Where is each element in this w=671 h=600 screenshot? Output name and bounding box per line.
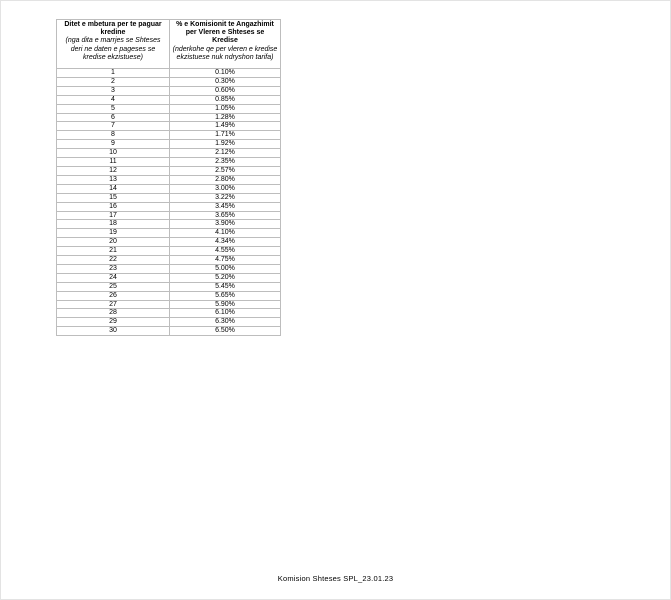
table-row	[57, 202, 281, 211]
page-footer: Komision Shteses SPL_23.01.23	[277, 574, 394, 583]
row-day-cell: 21	[57, 247, 170, 256]
table-row	[57, 158, 281, 167]
row-percent-cell: 5.90%	[170, 300, 281, 309]
table-row	[57, 291, 281, 300]
table-row	[57, 211, 281, 220]
row-day-cell: 22	[57, 256, 170, 265]
row-day-cell: 1	[57, 69, 170, 78]
table-body	[57, 69, 281, 336]
header-commission-percent	[170, 20, 281, 69]
table-row	[57, 113, 281, 122]
table-row	[57, 69, 281, 78]
table-row	[57, 318, 281, 327]
row-day-cell: 12	[57, 166, 170, 175]
table-row	[57, 77, 281, 86]
table-row	[57, 175, 281, 184]
row-percent-cell: 6.10%	[170, 309, 281, 318]
row-day-cell: 10	[57, 149, 170, 158]
table-row	[57, 166, 281, 175]
row-percent-cell: 4.75%	[170, 256, 281, 265]
row-day-cell: 11	[57, 158, 170, 167]
row-day-cell: 2	[57, 77, 170, 86]
row-day-cell: 9	[57, 140, 170, 149]
row-day-cell: 17	[57, 211, 170, 220]
row-day-cell: 14	[57, 184, 170, 193]
row-percent-cell: 1.92%	[170, 140, 281, 149]
row-day-cell: 16	[57, 202, 170, 211]
row-percent-cell: 5.20%	[170, 273, 281, 282]
table-row	[57, 327, 281, 336]
table-row	[57, 86, 281, 95]
row-percent-cell: 5.65%	[170, 291, 281, 300]
table-row	[57, 184, 281, 193]
table-row	[57, 229, 281, 238]
row-day-cell: 13	[57, 175, 170, 184]
table-row	[57, 140, 281, 149]
commission-table	[56, 19, 281, 336]
row-percent-cell: 3.65%	[170, 211, 281, 220]
header-days-title: Ditet e mbetura per te paguar kredine	[64, 21, 162, 37]
row-percent-cell: 1.05%	[170, 104, 281, 113]
table-row	[57, 104, 281, 113]
row-day-cell: 28	[57, 309, 170, 318]
row-percent-cell: 2.12%	[170, 149, 281, 158]
row-day-cell: 30	[57, 327, 170, 336]
row-percent-cell: 3.00%	[170, 184, 281, 193]
table-row	[57, 220, 281, 229]
table-row	[57, 273, 281, 282]
row-day-cell: 18	[57, 220, 170, 229]
table-row	[57, 300, 281, 309]
row-percent-cell: 4.10%	[170, 229, 281, 238]
table-row	[57, 282, 281, 291]
row-day-cell: 26	[57, 291, 170, 300]
row-percent-cell: 2.80%	[170, 175, 281, 184]
table-row	[57, 95, 281, 104]
row-day-cell: 29	[57, 318, 170, 327]
header-pct-title: % e Komisionit te Angazhimit per Vleren e Shteses se Kredise	[176, 21, 274, 45]
row-day-cell: 20	[57, 238, 170, 247]
row-percent-cell: 4.34%	[170, 238, 281, 247]
table-row	[57, 309, 281, 318]
header-days-note: (nga dita e marrjes se Shteses deri ne daten e pageses se kredise ekzistuese)	[65, 37, 161, 61]
row-day-cell: 15	[57, 193, 170, 202]
table-row	[57, 238, 281, 247]
row-percent-cell: 3.45%	[170, 202, 281, 211]
row-day-cell: 7	[57, 122, 170, 131]
header-remaining-days	[57, 20, 170, 69]
row-percent-cell: 1.28%	[170, 113, 281, 122]
row-percent-cell: 0.85%	[170, 95, 281, 104]
table-row	[57, 256, 281, 265]
row-percent-cell: 6.30%	[170, 318, 281, 327]
table-row	[57, 122, 281, 131]
header-pct-note: (nderkohe qe per vleren e kredise ekzistuese nuk ndryshon tarifa)	[172, 45, 278, 61]
row-day-cell: 23	[57, 264, 170, 273]
row-percent-cell: 6.50%	[170, 327, 281, 336]
table-row	[57, 264, 281, 273]
row-percent-cell: 1.71%	[170, 131, 281, 140]
row-day-cell: 6	[57, 113, 170, 122]
row-percent-cell: 3.22%	[170, 193, 281, 202]
row-day-cell: 27	[57, 300, 170, 309]
row-day-cell: 25	[57, 282, 170, 291]
table-row	[57, 247, 281, 256]
table-header-row	[57, 20, 281, 69]
row-percent-cell: 2.57%	[170, 166, 281, 175]
row-percent-cell: 0.30%	[170, 77, 281, 86]
row-percent-cell: 5.00%	[170, 264, 281, 273]
table-row	[57, 149, 281, 158]
row-day-cell: 19	[57, 229, 170, 238]
row-percent-cell: 0.10%	[170, 69, 281, 78]
row-percent-cell: 2.35%	[170, 158, 281, 167]
row-day-cell: 24	[57, 273, 170, 282]
table-row	[57, 131, 281, 140]
row-percent-cell: 1.49%	[170, 122, 281, 131]
row-day-cell: 5	[57, 104, 170, 113]
row-percent-cell: 3.90%	[170, 220, 281, 229]
row-percent-cell: 5.45%	[170, 282, 281, 291]
row-percent-cell: 0.60%	[170, 86, 281, 95]
row-percent-cell: 4.55%	[170, 247, 281, 256]
row-day-cell: 3	[57, 86, 170, 95]
row-day-cell: 4	[57, 95, 170, 104]
row-day-cell: 8	[57, 131, 170, 140]
table-row	[57, 193, 281, 202]
